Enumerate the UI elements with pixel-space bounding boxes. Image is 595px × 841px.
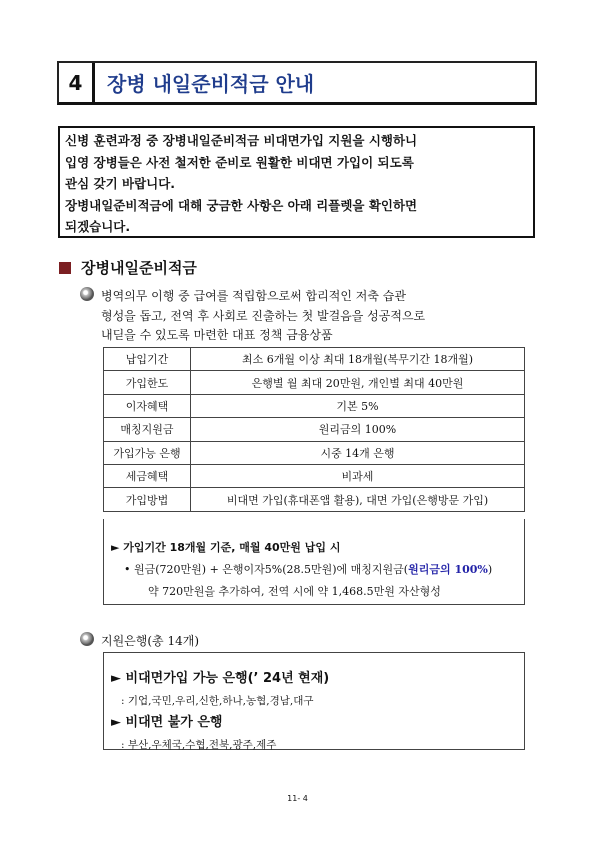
example-line: 약 720만원을 추가하여, 전역 시에 약 1,468.5만원 자산형성	[148, 585, 441, 598]
example-text: • 원금(720만원) + 은행이자5%(28.5만원)에 매칭지원금(	[124, 563, 409, 576]
row-label: 가입한도	[104, 371, 191, 394]
row-label: 이자혜택	[104, 394, 191, 417]
unavailable-banks-title: ► 비대면 불가 은행	[111, 715, 223, 730]
notice-line: 신병 훈련과정 중 장병내일준비적금 비대면가입 지원을 시행하니	[65, 133, 418, 148]
notice-line: 관심 갖기 바랍니다.	[65, 176, 176, 191]
circle-bullet-icon	[80, 287, 94, 301]
notice-line: 장병내일준비적금에 대해 궁금한 사항은 아래 리플렛을 확인하면	[65, 197, 418, 213]
banks-bullet	[80, 632, 199, 649]
circle-bullet-icon	[80, 632, 94, 646]
example-box	[103, 519, 525, 605]
table-row	[104, 394, 525, 417]
product-info-table	[103, 347, 525, 512]
notice-box	[58, 126, 535, 238]
available-banks-title: ► 비대면가입 가능 은행(’ 24년 현재)	[111, 671, 330, 686]
row-label: 가입가능 은행	[104, 441, 191, 464]
section-number: 4	[59, 63, 95, 102]
banks-box	[103, 652, 525, 750]
section-header	[57, 61, 537, 105]
page-title: 장병 내일준비적금 안내	[107, 72, 315, 96]
notice-line: 입영 장병들은 사전 철저한 준비로 원활한 비대면 가입이 되도록	[65, 154, 414, 170]
table-row	[104, 371, 525, 394]
row-label: 가입방법	[104, 488, 191, 511]
row-value: 시중 14개 은행	[191, 441, 525, 464]
row-value: 최소 6개월 이상 최대 18개월(복무기간 18개월)	[191, 348, 525, 371]
row-label: 매칭지원금	[104, 418, 191, 441]
square-bullet-icon	[59, 262, 71, 274]
row-value: 비과세	[191, 464, 525, 487]
intro-bullet	[80, 287, 101, 301]
row-value: 은행별 월 최대 20만원, 개인별 최대 40만원	[191, 371, 525, 394]
example-title: ► 가입기간 18개월 기준, 매월 40만원 납입 시	[111, 541, 341, 554]
banks-heading: 지원은행(총 14개)	[101, 634, 199, 648]
intro-line: 형성을 돕고, 전역 후 사회로 진출하는 첫 발걸음을 성공적으로	[101, 308, 426, 323]
row-label: 납입기간	[104, 348, 191, 371]
notice-line: 되겠습니다.	[65, 219, 131, 234]
intro-line: 병역의무 이행 중 급여를 적립함으로써 합리적인 저축 습관	[101, 289, 406, 303]
intro-text	[101, 287, 521, 346]
table-row	[104, 464, 525, 487]
table-row	[104, 441, 525, 464]
unavailable-banks-list: : 부산,우체국,수협,전북,광주,제주	[121, 739, 277, 751]
row-value: 비대면 가입(휴대폰앱 활용), 대면 가입(은행방문 가입)	[191, 488, 525, 511]
available-banks-list: : 기업,국민,우리,신한,하나,농협,경남,대구	[121, 695, 314, 707]
row-value: 원리금의 100%	[191, 418, 525, 441]
table-row	[104, 418, 525, 441]
example-line	[124, 561, 492, 577]
example-text: )	[487, 563, 493, 576]
row-label: 세금혜택	[104, 464, 191, 487]
highlight-text: 원리금의 100%	[408, 563, 488, 576]
intro-line: 내딛을 수 있도록 마련한 대표 정책 금융상품	[101, 328, 333, 342]
section-title: 장병내일준비적금	[81, 259, 197, 277]
table-row	[104, 348, 525, 371]
section-heading	[59, 257, 197, 278]
page-number: 11- 4	[287, 794, 308, 803]
row-value: 기본 5%	[191, 394, 525, 417]
table-row	[104, 488, 525, 511]
